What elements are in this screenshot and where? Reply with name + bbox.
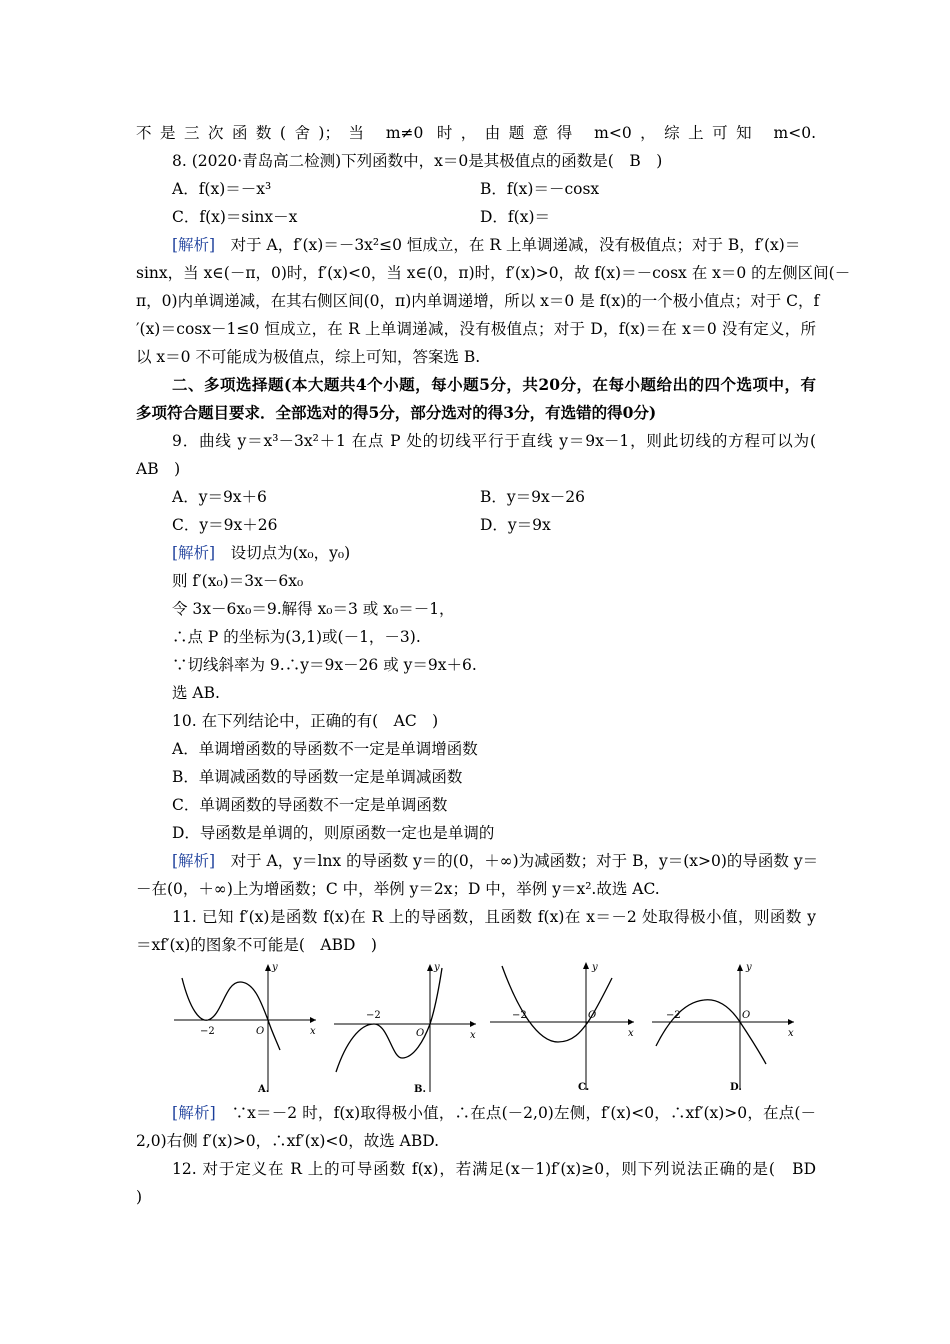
x-arrow: [628, 1019, 634, 1025]
solution-line: [172, 542, 350, 564]
y-arrow: [265, 964, 271, 971]
solution-line: ∴点 P 的坐标为(3,1)或(－1，－3).: [172, 628, 421, 646]
solution-tag: [解析]: [172, 852, 216, 870]
origin-label: O: [742, 1010, 751, 1021]
solution-line: sinx，当 x∈(－π，0)时，f′(x)<0，当 x∈(0，π)时，f′(x)>0，故 f(x)＝－cosx 在 x＝0 的左侧区间(－: [136, 264, 851, 282]
solution-line: 则 f′(x₀)＝3x－6x₀: [172, 572, 304, 590]
section-heading: 多项符合题目要求．全部选对的得5分，部分选对的得3分，有选错的得0分): [136, 403, 657, 422]
solution-text: 设切点为(x₀，y₀): [215, 544, 351, 562]
curve: [182, 978, 280, 1050]
y-label: y: [746, 962, 752, 973]
graph-b: [330, 960, 480, 1100]
solution-line: [172, 1102, 816, 1124]
option-d: D．导函数是单调的，则原函数一定也是单调的: [172, 824, 495, 842]
origin-label: O: [588, 1010, 597, 1021]
option-b: B．y＝9x－26: [480, 488, 585, 506]
tick-label: −2: [666, 1010, 681, 1021]
question-12: ): [136, 1188, 143, 1206]
option-c: C．f(x)＝sinx－x: [172, 208, 298, 226]
solution-line: [172, 850, 819, 872]
curve: [502, 966, 612, 1042]
y-arrow: [737, 964, 743, 971]
y-label: y: [272, 962, 278, 973]
solution-tag: [解析]: [172, 1104, 216, 1122]
option-d: D．y＝9x: [480, 516, 551, 534]
figure-row: [170, 960, 794, 1100]
solution-line: 选 AB.: [172, 684, 220, 702]
option-c: C．单调函数的导函数不一定是单调函数: [172, 796, 448, 814]
solution-line: π，0)内单调递减，在其右侧区间(0，π)内单调递增，所以 x＝0 是 f(x)的一个极小值点；对于 C，f: [136, 292, 820, 310]
solution-text: 对于 A，y＝lnx 的导函数 y＝的(0，＋∞)为减函数；对于 B，y＝(x>0)的导函数 y＝: [215, 852, 819, 870]
solution-line: 令 3x－6x₀＝9.解得 x₀＝3 或 x₀＝－1，: [172, 600, 455, 618]
solution-tag: [解析]: [172, 544, 216, 562]
section-heading: 二、多项选择题(本大题共4个小题，每小题5分，共20分，在每小题给出的四个选项中，有: [172, 375, 816, 394]
figure-label: D.: [730, 1082, 742, 1093]
curve: [336, 968, 442, 1072]
option-b: B．f(x)＝－cosx: [480, 180, 600, 198]
option-a: A．单调增函数的导函数不一定是单调增函数: [172, 740, 478, 758]
y-arrow: [583, 962, 589, 969]
solution-line: ∵切线斜率为 9.∴y＝9x－26 或 y＝9x＋6.: [172, 656, 477, 674]
graph-a: [170, 960, 320, 1100]
y-label: y: [592, 962, 598, 973]
x-arrow: [310, 1017, 316, 1023]
solution-line: －在(0，＋∞)上为增函数；C 中，举例 y＝2x；D 中，举例 y＝x².故选 AC.: [136, 880, 660, 898]
graph-d: [648, 960, 798, 1100]
figure-d: [648, 960, 798, 1100]
x-label: x: [310, 1026, 316, 1037]
graph-c: [488, 960, 638, 1100]
question-9: AB ): [136, 460, 181, 478]
solution-line: 以 x＝0 不可能成为极值点，综上可知，答案选 B.: [136, 348, 481, 366]
option-a: A．y＝9x＋6: [172, 488, 267, 506]
x-arrow: [788, 1019, 794, 1025]
origin-label: O: [256, 1026, 265, 1037]
solution-line: 2,0)右侧 f′(x)>0，∴xf′(x)<0，故选 ABD.: [136, 1132, 440, 1150]
option-a: A．f(x)＝－x³: [172, 180, 272, 198]
x-arrow: [470, 1021, 476, 1027]
solution-line: ′(x)＝cosx－1≤0 恒成立，在 R 上单调递减，没有极值点；对于 D，f(x)＝在 x＝0 没有定义，所: [136, 320, 816, 338]
option-b: B．单调减函数的导函数一定是单调减函数: [172, 768, 463, 786]
x-label: x: [628, 1028, 634, 1039]
solution-text: 对于 A，f′(x)＝－3x²≤0 恒成立，在 R 上单调递减，没有极值点；对于 B，f′(x)＝: [215, 236, 801, 254]
figure-b: [330, 960, 480, 1100]
solution-line: [172, 234, 800, 256]
figure-label: B.: [414, 1084, 426, 1095]
question-11: 11. 已知 f′(x)是函数 f(x)在 R 上的导函数，且函数 f(x)在 x＝－2 处取得极小值，则函数 y: [172, 908, 816, 926]
tick-label: −2: [366, 1010, 381, 1021]
option-d: D．f(x)＝: [480, 208, 550, 226]
question-10: 10. 在下列结论中，正确的有( AC ): [172, 712, 439, 730]
origin-label: O: [416, 1028, 425, 1039]
question-8: 8. (2020·青岛高二检测)下列函数中，x＝0是其极值点的函数是( B ): [172, 152, 663, 170]
tick-label: −2: [200, 1026, 215, 1037]
question-9: 9．曲线 y＝x³－3x²＋1 在点 P 处的切线平行于直线 y＝9x－1，则此切线的方程可以为(: [172, 432, 816, 450]
figure-c: [488, 960, 638, 1100]
solution-tag: [解析]: [172, 236, 216, 254]
figure-label: C.: [578, 1082, 590, 1093]
y-arrow: [427, 964, 433, 971]
figure-label: A.: [258, 1084, 270, 1095]
question-11: ＝xf′(x)的图象不可能是( ABD ): [136, 936, 377, 954]
text-line: 不是三次函数(舍)；当 m≠0 时，由题意得 m<0，综上可知 m<0.: [136, 124, 816, 142]
x-label: x: [470, 1030, 476, 1041]
x-label: x: [788, 1028, 794, 1039]
option-c: C．y＝9x＋26: [172, 516, 278, 534]
solution-text: ∵x＝－2 时，f(x)取得极小值，∴在点(－2,0)左侧，f′(x)<0，∴xf′(x)>0，在点(－: [215, 1104, 816, 1122]
y-label: y: [434, 962, 440, 973]
figure-a: [170, 960, 320, 1100]
question-12: 12. 对于定义在 R 上的可导函数 f(x)，若满足(x－1)f′(x)≥0，则下列说法正确的是( BD: [172, 1160, 816, 1178]
tick-label: −2: [512, 1010, 527, 1021]
